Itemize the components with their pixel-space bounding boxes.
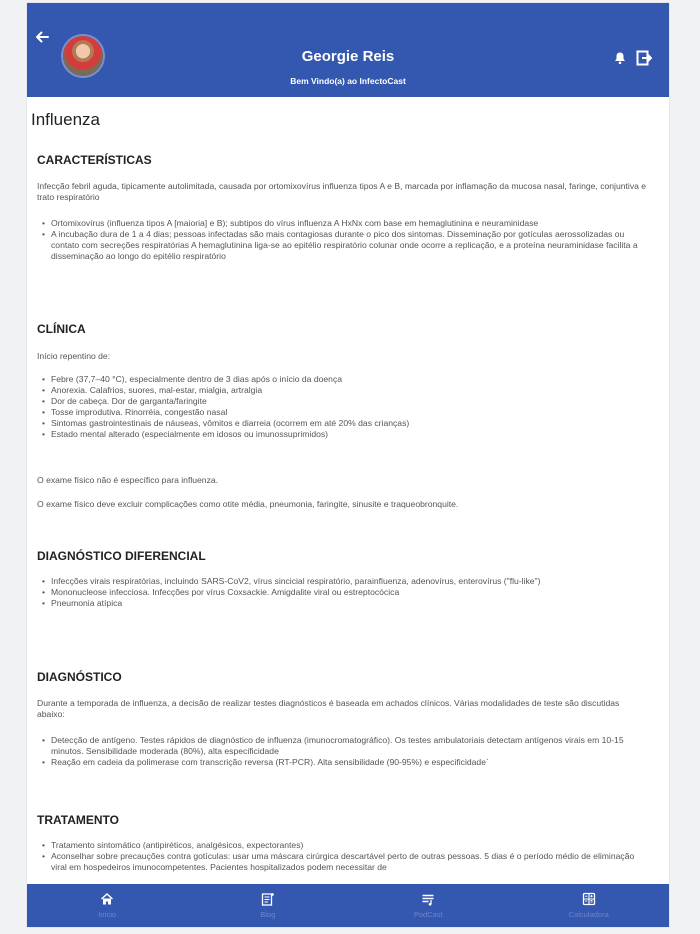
list-item: • Sintomas gastrointestinais de náuseas, vômitos e diarreia (ocorrem em até 20% das crianças)	[37, 418, 651, 429]
user-name: Georgie Reis	[301, 48, 395, 65]
caracteristicas-intro: Infecção febril aguda, tipicamente autolimitada, causada por ortomixovírus influenza tipos A e B, marcada por inflamação da mucosa nasal, faringe, conjuntiva e trato respiratório	[37, 181, 647, 202]
list-item: • Reação em cadeia da polimerase com transcrição reversa (RT-PCR). Alta sensibilidade (90-95%) e especificidade`	[37, 757, 651, 768]
list-item: • Tratamento sintomático (antipiréticos, analgésicos, expectorantes)	[37, 840, 651, 851]
nav-item-blog[interactable]	[188, 884, 349, 927]
list-item: • Aconselhar sobre precauções contra gotículas: usar uma máscara cirúrgica descartável perto de outras pessoas. 5 dias é o período médio de eliminação viral em hospedeiros imunocompetentes. Pacientes hospitalizados podem necessitar de	[37, 851, 651, 873]
list-item: • Ortomixovírus (influenza tipos A [maioria] e B); subtipos do vírus influenza A HxNx com base em hemaglutinina e neuraminidase	[37, 218, 651, 229]
clinica-note-1: O exame físico não é específico para influenza.	[37, 475, 219, 485]
list-item: • Pneumonia atípica	[37, 598, 651, 609]
podcast-icon	[421, 892, 435, 906]
list-item: • Mononucleose infecciosa. Infecções por vírus Coxsackie. Amigdalite viral ou estreptocócica	[37, 587, 651, 598]
nav-item-podcast[interactable]	[348, 884, 509, 927]
list-item: • Estado mental alterado (especialmente em idosos ou imunossuprimidos)	[37, 429, 651, 440]
list-item: • Febre (37,7–40 °C), especialmente dentro de 3 dias após o início da doença	[37, 374, 651, 385]
app-frame	[27, 3, 669, 927]
diferencial-list	[37, 576, 651, 609]
section-title-caracteristicas: CARACTERÍSTICAS	[37, 153, 152, 167]
section-title-diagnostico: DIAGNÓSTICO	[37, 670, 122, 684]
nav-label-inicio: Início	[98, 910, 117, 919]
app-header	[27, 3, 669, 97]
logout-icon[interactable]	[636, 50, 652, 66]
clinica-note-2: O exame físico deve excluir complicações como otite média, pneumonia, faringite, sinusite e traqueobronquite.	[37, 499, 459, 509]
section-title-tratamento: TRATAMENTO	[37, 813, 119, 827]
nav-label-calculadora: Calculadora	[568, 910, 609, 919]
list-item: • A incubação dura de 1 a 4 dias; pessoas infectadas são mais contagiosas durante o pico dos sintomas. Disseminação por gotículas aerossolizadas ou contato com secreções respiratórias A hemaglutinina liga-se ao epitélio respiratório colunar onde ocorre a replicação, e a proteína neuraminidase facilita a disseminação ao longo do epitélio respiratório	[37, 229, 651, 262]
clinica-list	[37, 374, 651, 440]
calculator-icon	[582, 892, 596, 906]
welcome-text: Bem Vindo(a) ao InfectoCast	[290, 76, 406, 86]
section-title-clinica: CLÍNICA	[37, 322, 86, 336]
back-arrow-icon[interactable]	[34, 29, 50, 45]
bottom-nav	[27, 884, 669, 927]
list-item: • Dor de cabeça. Dor de garganta/faringite	[37, 396, 651, 407]
nav-label-blog: Blog	[260, 910, 276, 919]
home-icon	[100, 892, 114, 906]
tratamento-list	[37, 840, 651, 873]
caracteristicas-list	[37, 218, 651, 262]
page-title: Influenza	[31, 110, 100, 129]
nav-label-podcast: PodCast	[413, 910, 443, 919]
diagnostico-list	[37, 735, 651, 768]
section-title-diferencial: DIAGNÓSTICO DIFERENCIAL	[37, 549, 206, 563]
list-item: • Infecções virais respiratórias, incluindo SARS-CoV2, vírus sincicial respiratório, parainfluenza, adenovírus, enterovírus ("flu-like")	[37, 576, 651, 587]
clinica-intro: Início repentino de:	[37, 351, 111, 361]
article-content	[27, 97, 669, 887]
diagnostico-intro: Durante a temporada de influenza, a decisão de realizar testes diagnósticos é baseada em achados clínicos. Várias modalidades de teste são discutidas abaixo:	[37, 698, 620, 719]
list-item: • Detecção de antígeno. Testes rápidos de diagnóstico de influenza (imunocromatográfico). Os testes ambulatoriais detectam antígenos virais em 10-15 minutos. Sensibilidade moderada (80%), alta especificidade	[37, 735, 651, 757]
list-item: • Tosse improdutiva. Rinorréia, congestão nasal	[37, 407, 651, 418]
nav-item-inicio[interactable]	[27, 884, 188, 927]
nav-item-calculadora[interactable]	[509, 884, 670, 927]
list-item: • Anorexia. Calafrios, suores, mal-estar, mialgia, artralgia	[37, 385, 651, 396]
bell-icon[interactable]	[613, 51, 627, 65]
blog-icon	[261, 892, 275, 906]
